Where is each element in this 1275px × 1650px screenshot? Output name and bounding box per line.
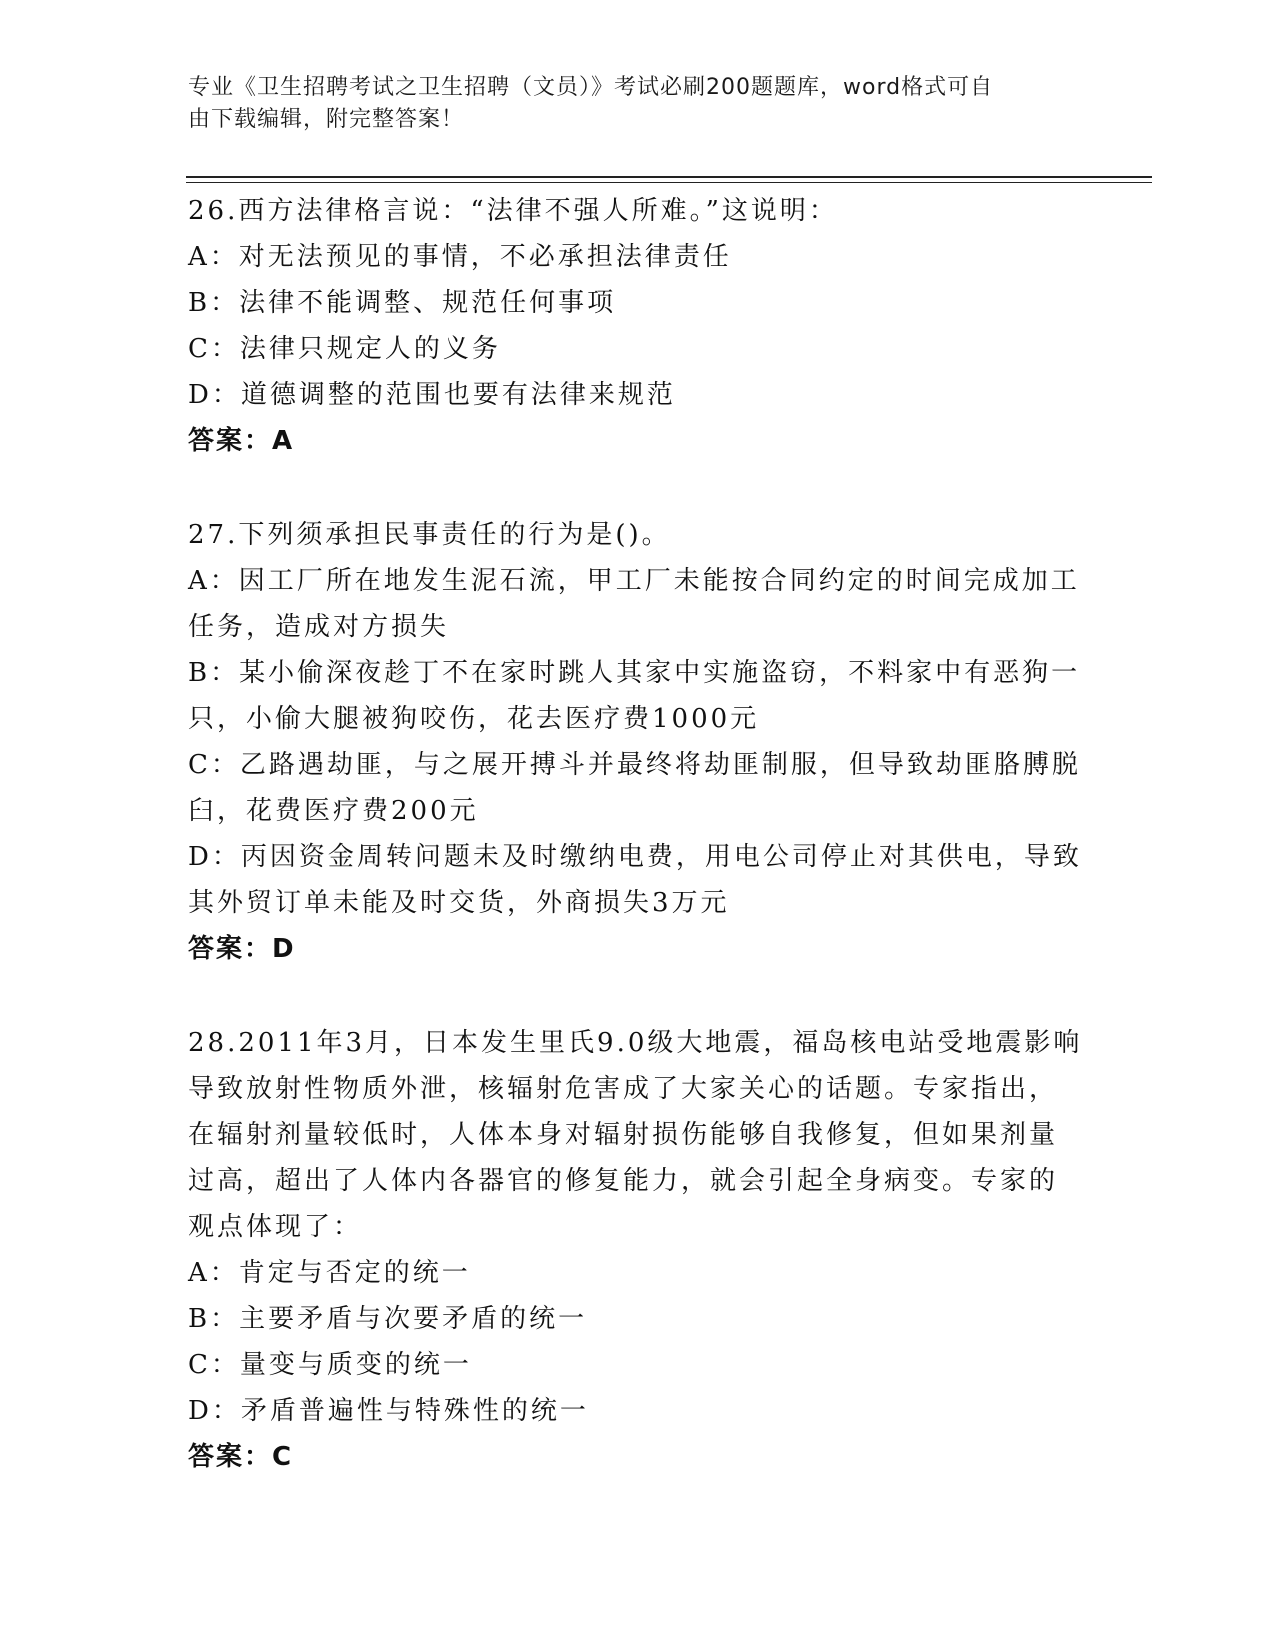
- option-a: A：对无法预见的事情，不必承担法律责任: [188, 242, 732, 272]
- question-stem-line: 观点体现了：: [188, 1212, 363, 1242]
- option-d: D：道德调整的范围也要有法律来规范: [188, 380, 676, 410]
- question-stem-line: 导致放射性物质外泄，核辐射危害成了大家关心的话题。专家指出，: [188, 1074, 1059, 1104]
- option-c: C：量变与质变的统一: [188, 1350, 472, 1380]
- option-b: B：主要矛盾与次要矛盾的统一: [188, 1304, 588, 1334]
- option-c-continued: 臼，花费医疗费200元: [188, 796, 479, 826]
- question-28: [188, 1020, 1088, 1480]
- option-b: B：某小偷深夜趁丁不在家时跳人其家中实施盗窃，不料家中有恶狗一: [188, 658, 1081, 688]
- option-d-continued: 其外贸订单未能及时交货，外商损失3万元: [188, 888, 730, 918]
- question-stem-line: 在辐射剂量较低时，人体本身对辐射损伤能够自我修复，但如果剂量: [188, 1120, 1059, 1150]
- option-d: D：丙因资金周转问题未及时缴纳电费，用电公司停止对其供电，导致: [188, 842, 1082, 872]
- question-list: [188, 188, 1088, 1480]
- option-a: A：肯定与否定的统一: [188, 1258, 471, 1288]
- header-divider-thick: [186, 176, 1152, 178]
- document-header: [188, 72, 1068, 136]
- header-line-2: 由下载编辑，附完整答案！: [188, 107, 465, 132]
- question-stem-line: 26.西方法律格言说：“法律不强人所难。”这说明：: [188, 196, 838, 226]
- option-b: B：法律不能调整、规范任何事项: [188, 288, 617, 318]
- answer: 答案：A: [188, 426, 295, 456]
- header-line-1: 专业《卫生招聘考试之卫生招聘（文员）》考试必刷200题题库，word格式可自: [188, 75, 994, 100]
- question-26: [188, 188, 1088, 464]
- question-stem-line: 28.2011年3月，日本发生里氏9.0级大地震，福岛核电站受地震影响: [188, 1028, 1083, 1058]
- answer: 答案：D: [188, 934, 296, 964]
- answer: 答案：C: [188, 1442, 294, 1472]
- option-a-continued: 任务，造成对方损失: [188, 612, 450, 642]
- question-stem-line: 过高，超出了人体内各器官的修复能力，就会引起全身病变。专家的: [188, 1166, 1059, 1196]
- option-a: A：因工厂所在地发生泥石流，甲工厂未能按合同约定的时间完成加工: [188, 566, 1080, 596]
- question-stem-line: 27.下列须承担民事责任的行为是()。: [188, 520, 671, 550]
- question-27: [188, 512, 1088, 972]
- header-divider-thin: [186, 182, 1152, 183]
- option-c: C：乙路遇劫匪，与之展开搏斗并最终将劫匪制服，但导致劫匪胳膊脱: [188, 750, 1081, 780]
- option-c: C：法律只规定人的义务: [188, 334, 501, 364]
- option-d: D：矛盾普遍性与特殊性的统一: [188, 1396, 589, 1426]
- option-b-continued: 只，小偷大腿被狗咬伤，花去医疗费1000元: [188, 704, 760, 734]
